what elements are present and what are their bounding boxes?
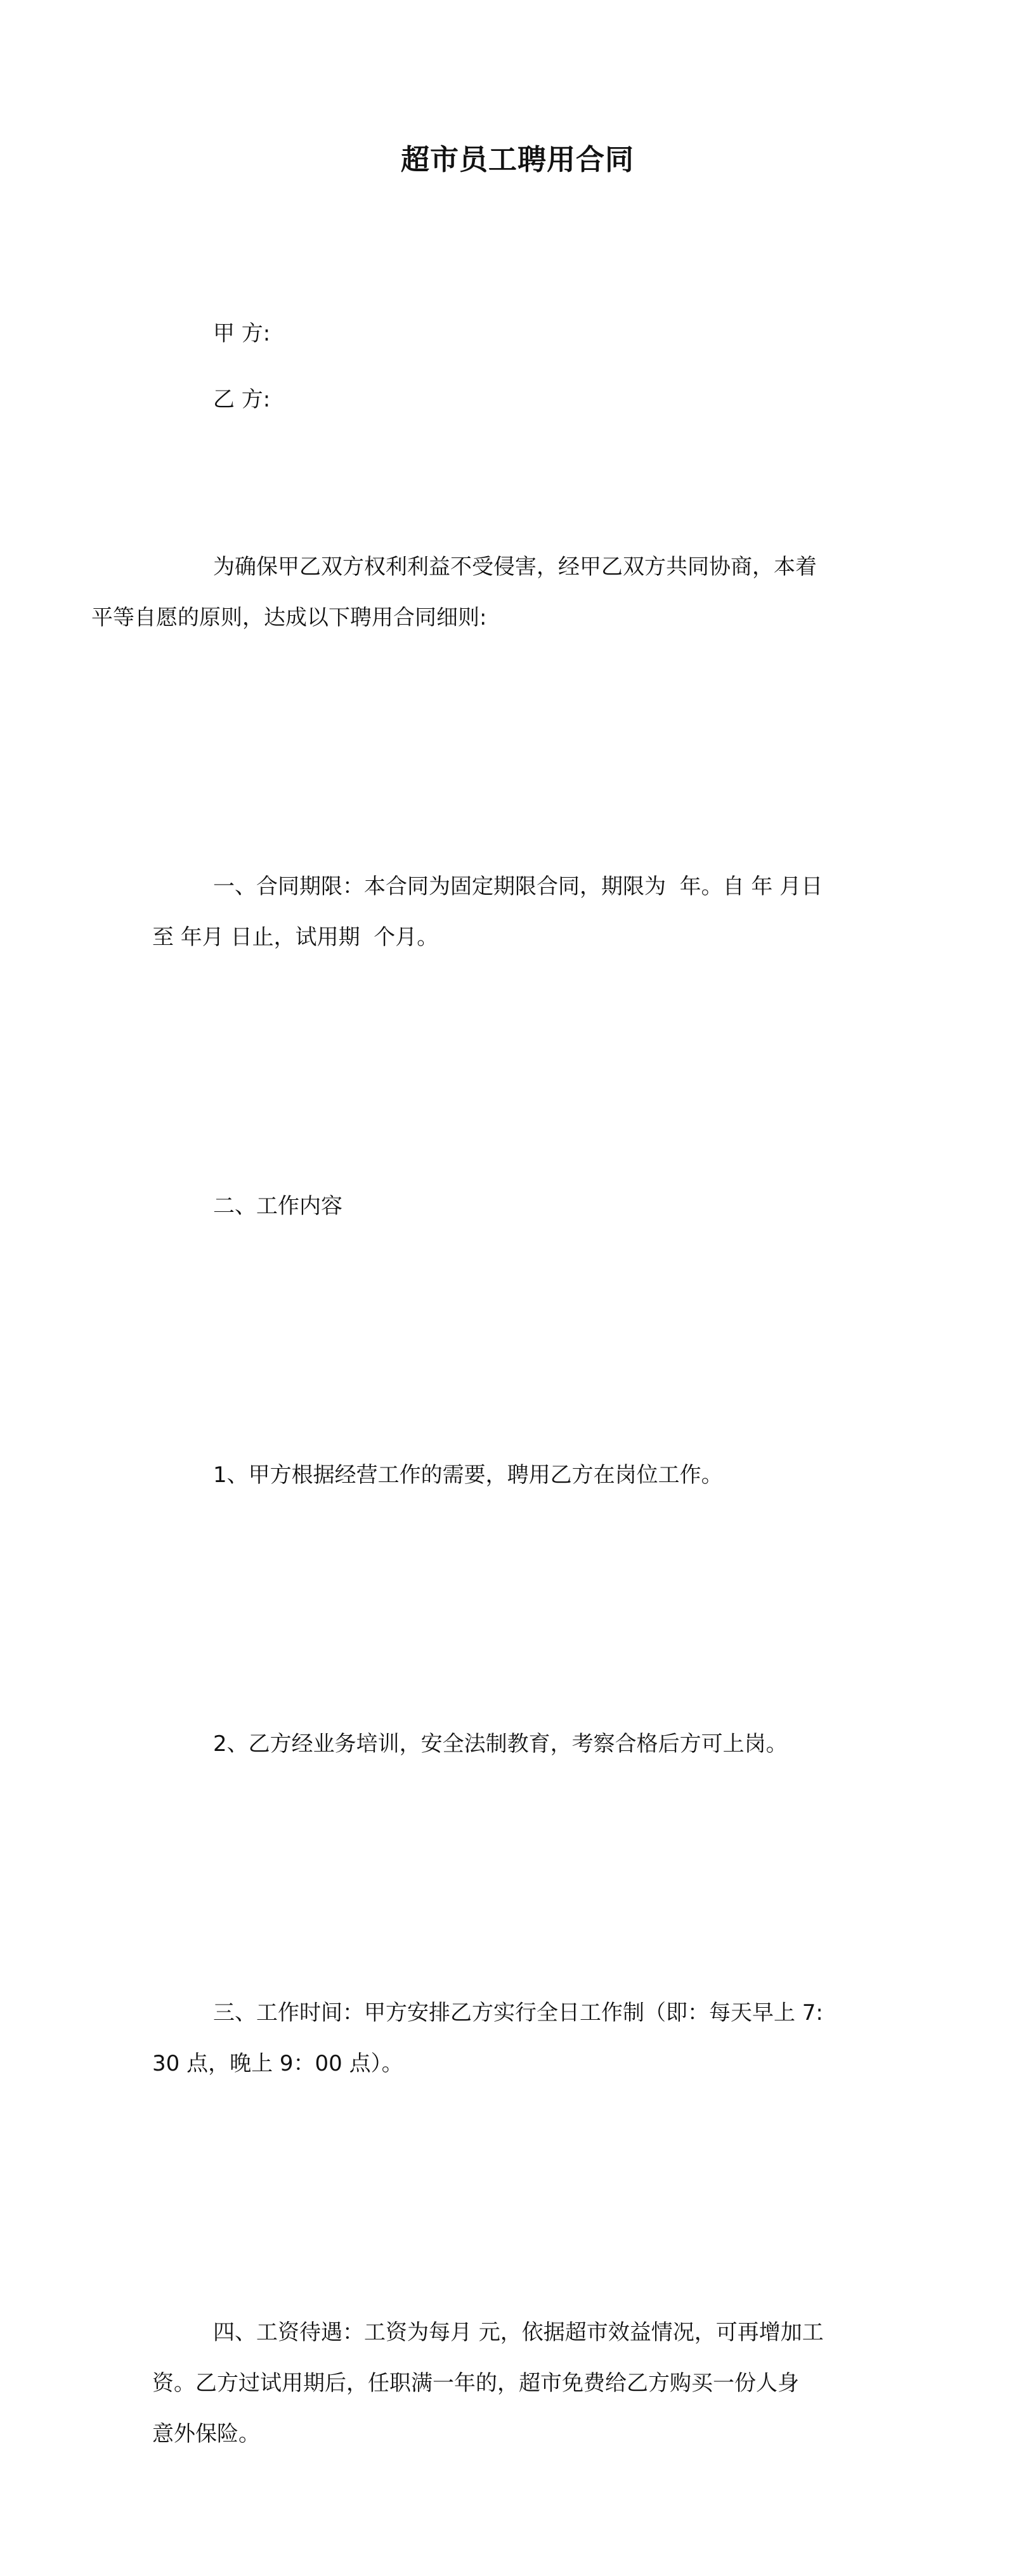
- clause-contract-term: [152, 760, 888, 1064]
- clause-3-line-2: 30 点，晚上 9：00 点）。: [152, 2051, 403, 2076]
- clause-work-content-item-2: [152, 1617, 888, 1871]
- clause-1-line-1: 一、合同期限：本合同为固定期限合同，期限为 年。自 年 月日: [213, 874, 823, 899]
- clause-4-line-2: 资。乙方过试用期后，任职满一年的，超市免费给乙方购买一份人身: [152, 2371, 799, 2396]
- clause-3-line-1: 三、工作时间：甲方安排乙方实行全日工作制（即：每天早上 7:: [213, 2000, 823, 2026]
- party-b-line: 乙 方:: [213, 387, 271, 412]
- document-body: [91, 308, 888, 2576]
- clause-wages: [152, 2206, 888, 2561]
- preamble-paragraph: [91, 440, 888, 745]
- clause-4-line-1: 四、工资待遇：工资为每月 元，依据超市效益情况，可再增加工: [213, 2320, 824, 2345]
- clause-2-item-2: 2、乙方经业务培训，安全法制教育，考察合格后方可上岗。: [213, 1731, 788, 1757]
- party-a-line: 甲 方:: [213, 321, 271, 346]
- clause-work-hours: [152, 1886, 888, 2190]
- clause-4-line-3: 意外保险。: [152, 2421, 260, 2447]
- document-title: 超市员工聘用合同: [400, 143, 634, 176]
- clause-2-item-1: 1、甲方根据经营工作的需要，聘用乙方在岗位工作。: [213, 1462, 723, 1488]
- clause-work-content-heading: [152, 1079, 888, 1333]
- preamble-line-2: 平等自愿的原则，达成以下聘用合同细则:: [91, 605, 487, 630]
- clause-2-heading: 二、工作内容: [213, 1194, 342, 1219]
- clause-work-content-item-1: [152, 1348, 888, 1602]
- preamble-line-1: 为确保甲乙双方权利利益不受侵害，经甲乙双方共同协商，本着: [213, 554, 817, 580]
- clause-1-line-2: 至 年月 日止，试用期 个月。: [152, 925, 439, 950]
